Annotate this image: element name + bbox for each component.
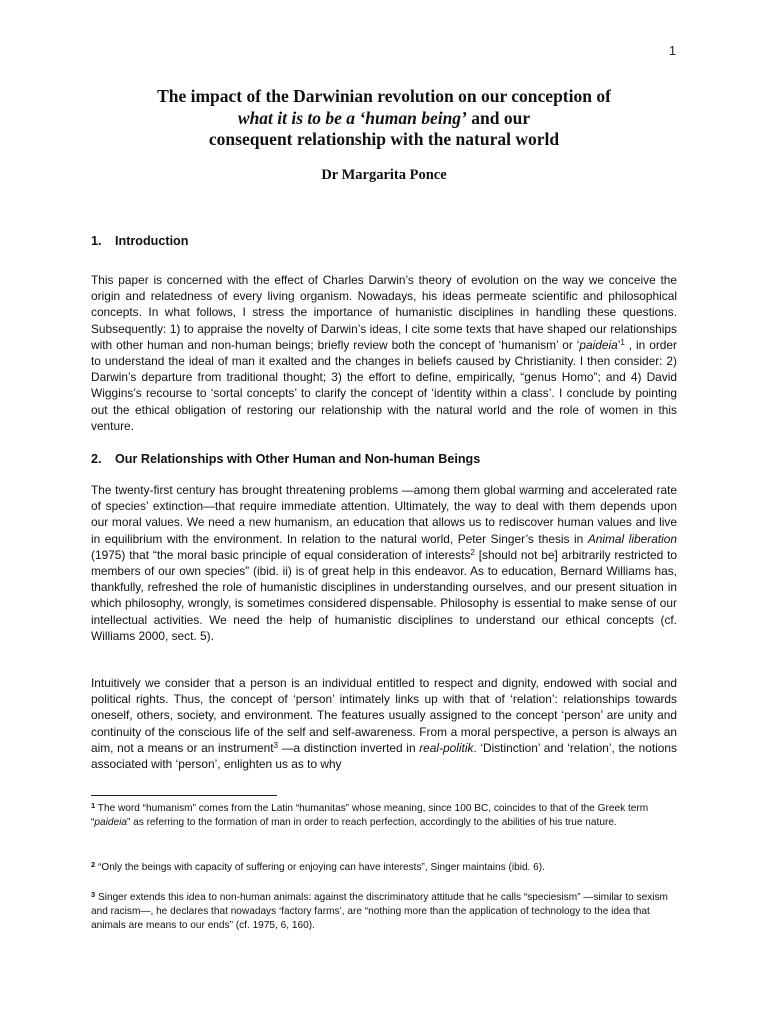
paragraph-person [91, 675, 677, 772]
section-heading-relationships [91, 451, 480, 467]
title-line-2-rest: and our [466, 107, 531, 128]
section-number: 2. [91, 452, 102, 466]
section-title: Introduction [115, 234, 189, 248]
text-run: “Only the beings with capacity of suffering or enjoying can have interests”, Singer maintains (ibid. 6). [95, 862, 545, 873]
title-line-3: consequent relationship with the natural world [208, 129, 560, 149]
footnote-separator [91, 795, 277, 796]
paragraph-introduction [91, 272, 677, 434]
paper-title [80, 86, 688, 151]
text-run: [should not be] arbitrarily restricted to members of our own species” (ibid. ii) is of great help in this endeavor. As to education, Bernard Williams has, thankfully, refreshed the role of humanistic disciplines in understanding ourselves, and our present situation in which philosophy, wrongly, is sometimes considered dispensable. Philosophy is essential to make sense of our intellectual activities. We need the help of humanistic disciplines to understand our ethical concepts (cf. Williams 2000, sect. 5). [91, 547, 677, 643]
paragraph-twenty-first-century [91, 482, 677, 644]
footnote-2 [91, 861, 677, 875]
italic-title: Animal liberation [587, 531, 677, 546]
footnote-mark: 2 [91, 860, 96, 869]
title-line-2 [80, 108, 688, 130]
footnote-ref: 3 [273, 740, 278, 750]
section-number: 1. [91, 234, 102, 248]
author-name: Dr Margarita Ponce [321, 167, 447, 183]
footnote-1 [91, 802, 677, 830]
footnote-mark: 3 [91, 890, 96, 899]
text-run: The twenty-first century has brought threatening problems —among them global warming and accelerated rate of species’ extinction—that require immediate attention. Ultimately, the way to deal with them depends upon our moral values. We need a new humanism, an education that allows us to rediscover human values and live in equilibrium with the environment. In relation to the natural world, Peter Singer’s thesis in [91, 483, 677, 546]
title-italic-phrase: what it is to be a ‘human being’ [237, 107, 467, 128]
text-run: . ‘Distinction’ and ‘relation’, the notions associated with ‘person’, enlighten us as to why [91, 740, 677, 772]
text-run: The word “humanism” comes from the Latin “humanitas” whose meaning, since 100 BC, coincides to that of the Greek term “ [91, 803, 649, 829]
footnote-3 [91, 891, 677, 934]
text-run: Intuitively we consider that a person is an individual entitled to respect and dignity, endowed with social and political rights. Thus, the concept of ‘person’ intimately links up with that of ‘relation’: relationships towards oneself, others, society, and environment. The features usually assigned to the concept ‘person’ are unity and continuity of the conscious life of the self and self-awareness. From a moral perspective, a person is always an aim, not a means or an instrument [91, 676, 677, 755]
text-run: Singer extends this idea to non-human animals: against the discriminatory attitude that he calls “speciesism” —similar to sexism and racism—, he declares that nowadays ‘factory farms’, are “nothing more than the application of technology to the idea that animals are means to our ends” (cf. 1975, 6, 160). [91, 892, 668, 932]
page-number: 1 [669, 44, 676, 58]
title-line-1: The impact of the Darwinian revolution on our conception of [157, 86, 611, 106]
footnote-mark: 1 [91, 801, 96, 810]
text-run: (1975) that “the moral basic principle of equal consideration of interests [91, 547, 471, 562]
italic-term: real-politik [419, 740, 474, 755]
text-run: —a distinction inverted in [278, 740, 420, 755]
section-title: Our Relationships with Other Human and Non-human Beings [115, 452, 481, 466]
text-run: ” as referring to the formation of man in order to reach perfection, accordingly to the abilities of his true nature. [126, 817, 617, 829]
text-run: ’ [617, 337, 621, 352]
text-run: This paper is concerned with the effect of Charles Darwin’s theory of evolution on the way we conceive the origin and relatedness of every living organism. Nowadays, his ideas permeate scientific and philosophical concepts. In what follows, I stress the importance of humanistic disciplines in handling these questions. Subsequently: 1) to appraise the novelty of Darwin’s ideas, I cite some texts that have shaped our relationships with other human and non-human beings; briefly review both the concept of ‘humanism’ or ‘ [91, 273, 677, 352]
italic-term: paideia [94, 817, 127, 829]
italic-term: paideia [579, 337, 618, 352]
footnote-ref: 1 [620, 337, 625, 347]
footnote-ref: 2 [470, 547, 475, 557]
text-run: , in order to understand the ideal of man it exalted and the changes in beliefs caused by Christianity. I then consider: 2) Darwin’s departure from traditional thought; 3) the effort to define, empirically, “genus Homo”; and 4) David Wiggins’s recourse to ‘sortal concepts’ to clarify the concept of ‘identity within a class’. I conclude by pointing out the ethical obligation of restoring our relationship with the natural world and the role of women in this venture. [91, 337, 677, 433]
section-heading-introduction [91, 233, 188, 249]
